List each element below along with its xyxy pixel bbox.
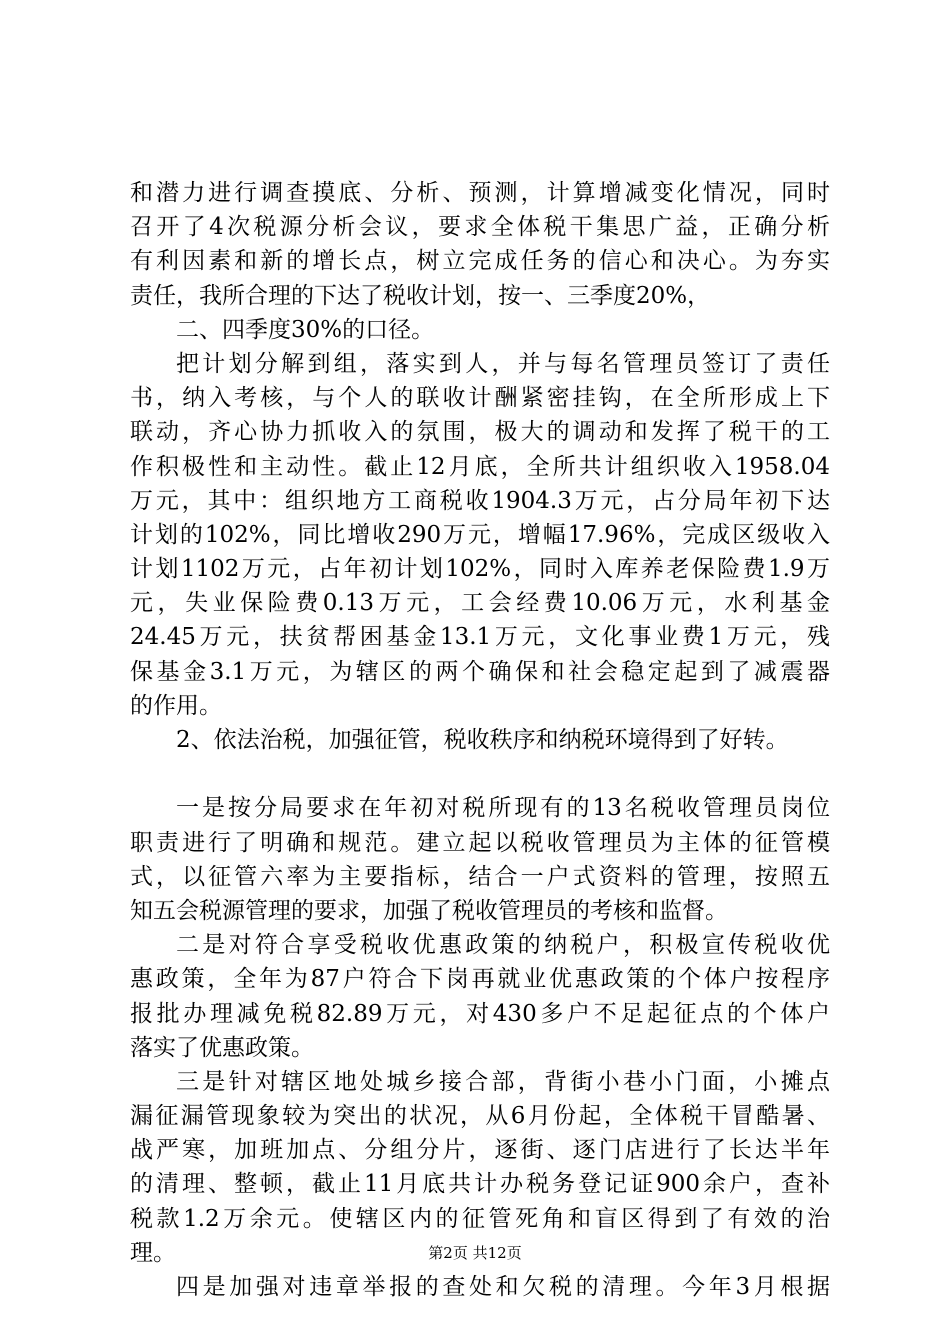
text-line: 书，纳入考核，与个人的联收计酬紧密挂钩，在全所形成上下 (130, 385, 830, 412)
text-line: 24.45万元，扶贫帮困基金13.1万元，文化事业费1万元，残 (130, 624, 830, 651)
text-line: 有利因素和新的增长点，树立完成任务的信心和决心。为夯实 (130, 248, 830, 275)
text-line: 元，失业保险费0.13万元，工会经费10.06万元，水利基金 (130, 590, 830, 617)
page-number-footer: 第2页 共12页 (428, 1244, 522, 1262)
text-line: 二是对符合享受税收优惠政策的纳税户，积极宣传税收优 (176, 932, 830, 959)
text-line: 作积极性和主动性。截止12月底，全所共计组织收入1958.04 (130, 453, 830, 480)
document-body (130, 176, 830, 1304)
text-line: 漏征漏管现象较为突出的状况，从6月份起，全体税干冒酷暑、 (130, 1103, 830, 1130)
text-line: 知五会税源管理的要求，加强了税收管理员的考核和监督。 (130, 897, 728, 924)
text-line: 和潜力进行调查摸底、分析、预测，计算增减变化情况，同时 (130, 180, 830, 206)
text-line: 职责进行了明确和规范。建立起以税收管理员为主体的征管模 (130, 829, 830, 856)
section-heading: 2、依法治税，加强征管，税收秩序和纳税环境得到了好转。 (176, 727, 789, 753)
text-line: 把计划分解到组，落实到人，并与每名管理员签订了责任 (176, 350, 830, 377)
text-line: 计划1102万元，占年初计划102%，同时入库养老保险费1.9万 (130, 556, 830, 583)
text-line: 战严寒，加班加点、分组分片，逐街、逐门店进行了长达半年 (130, 1137, 830, 1164)
text-line: 理。 (130, 1239, 176, 1266)
paragraph-gap (130, 757, 830, 791)
text-line: 二、四季度30%的口径。 (176, 316, 435, 343)
text-line: 惠政策，全年为87户符合下岗再就业优惠政策的个体户按程序 (130, 966, 830, 993)
text-line: 四是加强对违章举报的查处和欠税的清理。今年3月根据 (176, 1274, 830, 1300)
text-line: 召开了4次税源分析会议，要求全体税干集思广益，正确分析 (130, 214, 830, 241)
text-line: 责任，我所合理的下达了税收计划，按一、三季度20%， (130, 282, 711, 309)
text-line: 万元，其中：组织地方工商税收1904.3万元，占分局年初下达 (130, 487, 830, 514)
text-line: 的作用。 (130, 692, 222, 719)
text-line: 联动，齐心协力抓收入的氛围，极大的调动和发挥了税干的工 (130, 419, 830, 446)
text-line: 报批办理减免税82.89万元，对430多户不足起征点的个体户 (130, 1000, 830, 1027)
text-line: 的清理、整顿，截止11月底共计办税务登记证900余户，查补 (130, 1171, 830, 1198)
text-line: 落实了优惠政策。 (130, 1034, 314, 1061)
text-line: 税款1.2万余元。使辖区内的征管死角和盲区得到了有效的治 (130, 1205, 830, 1232)
text-line: 式，以征管六率为主要指标，结合一户式资料的管理，按照五 (130, 863, 830, 890)
text-line: 计划的102%，同比增收290万元，增幅17.96%，完成区级收入 (130, 521, 830, 548)
text-line: 一是按分局要求在年初对税所现有的13名税收管理员岗位 (176, 795, 830, 822)
text-line: 保基金3.1万元，为辖区的两个确保和社会稳定起到了减震器 (130, 658, 830, 685)
text-line: 三是针对辖区地处城乡接合部，背街小巷小门面，小摊点 (176, 1068, 830, 1095)
